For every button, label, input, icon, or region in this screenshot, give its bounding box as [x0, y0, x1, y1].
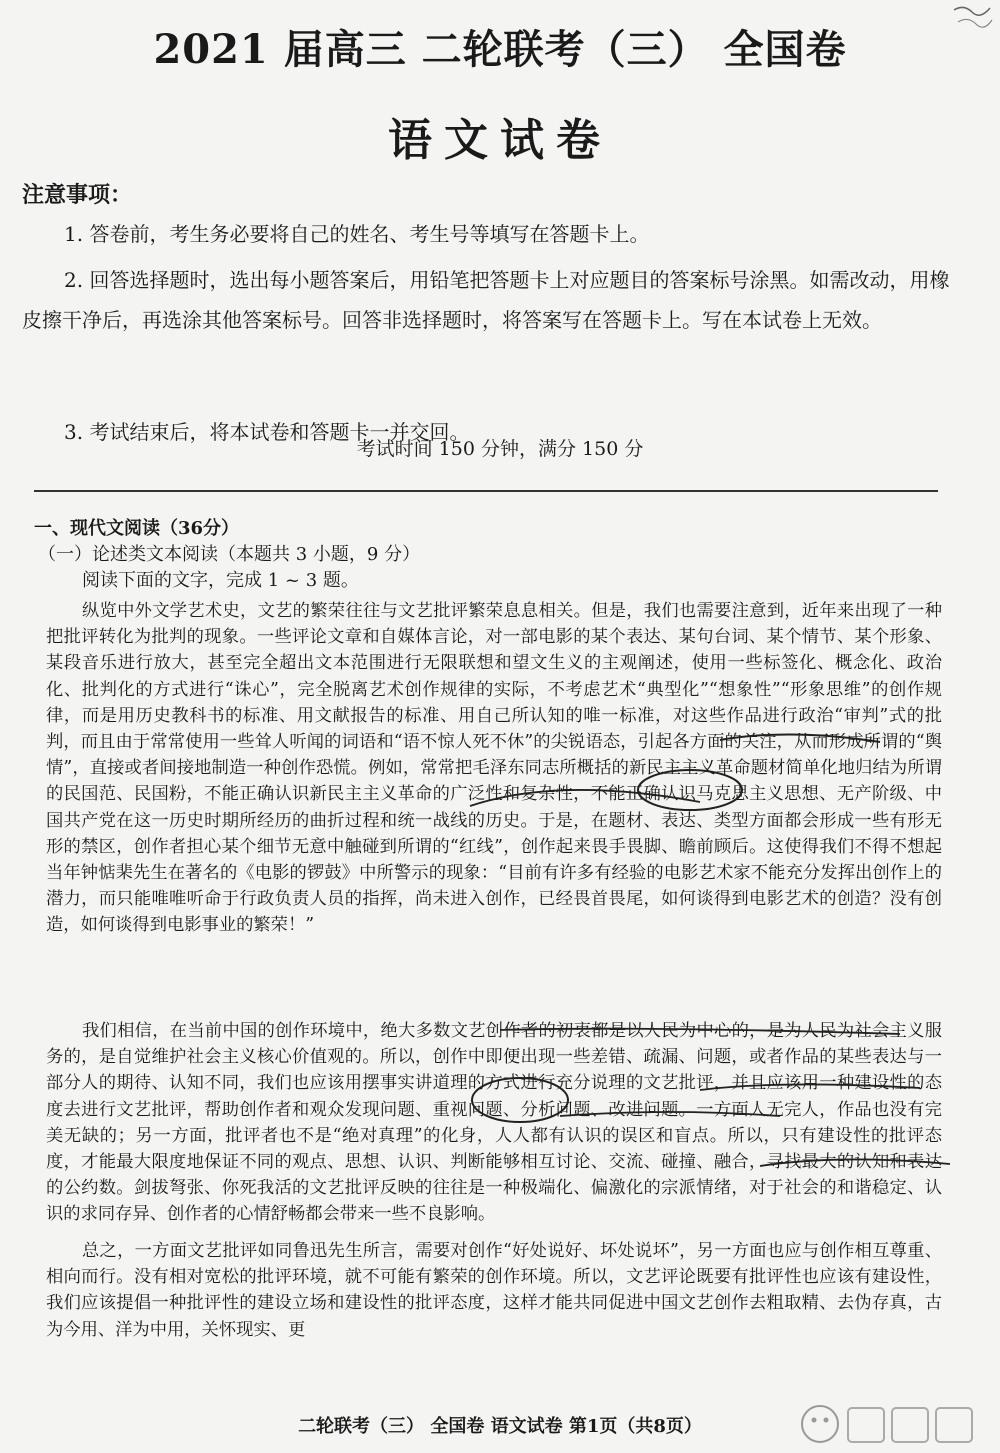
exam-title: 2021 届高三 二轮联考（三） 全国卷 [153, 26, 847, 73]
notice-item-1: 1. 答卷前，考生务必要将自己的姓名、考生号等填写在答题卡上。 [64, 222, 650, 246]
page-footer: 二轮联考（三） 全国卷 语文试卷 第1页（共8页） [298, 1416, 702, 1437]
notice-item-2: 2. 回答选择题时，选出每小题答案后，用铅笔把答题卡上对应题目的答案标号涂黑。如需改动，用橡皮擦干净后，再选涂其他答案标号。回答非选择题时，将答案写在答题卡上。写在本试卷上无效。 [22, 268, 950, 332]
exam-time: 考试时间 150 分钟，满分 150 分 [356, 438, 644, 460]
section-subtitle: （一）论述类文本阅读（本题共 3 小题，9 分） [38, 544, 421, 565]
section-instruction: 阅读下面的文字，完成 1 ~ 3 题。 [82, 570, 359, 591]
divider [34, 490, 938, 492]
wechat-logo-icon [792, 1398, 992, 1450]
notice-heading: 注意事项： [22, 182, 133, 208]
passage-paragraph-2: 我们相信，在当前中国的创作环境中，绝大多数文艺创作者的初衷都是以人民为中心的，是为人民为社会主义服务的，是自觉维护社会主义核心价值观的。所以，创作中即便出现一些差错、疏漏、问题，或者作品的某些表达与一部分人的期待、认知不同，我们也应该用摆事实讲道理的方式进行充分说理的文艺批评，并且应该用一种建设性的态度去进行文艺批评，帮助创作者和观众发现问题、重视问题、分析问题、改进问题。一方面人无完人，作品也没有完美无缺的；另一方面，批评者也不是“绝对真理”的化身，人人都有认识的误区和盲点。所以，只有建设性的批评态度，才能最大限度地保证不同的观点、思想、认识、判断能够相互讨论、交流、碰撞、融合，寻找最大的认知和表达的公约数。剑拔弩张、你死我活的文艺批评反映的往往是一种极端化、偏激化的宗派情绪，对于社会的和谐稳定、认识的求同存异、创作者的心情舒畅都会带来一些不良影响。 [46, 1021, 942, 1225]
section-title: 一、现代文阅读（36分） [34, 518, 240, 539]
passage-paragraph-1: 纵览中外文学艺术史，文艺的繁荣往往与文艺批评繁荣息息相关。但是，我们也需要注意到，近年来出现了一种把批评转化为批判的现象。一些评论文章和自媒体言论，对一部电影的某个表达、某句台词、某个情节、某个形象、某段音乐进行放大，甚至完全超出文本范围进行无限联想和望文生义的主观阐述，使用一些标签化、概念化、政治化、批判化的方式进行“诛心”，完全脱离艺术创作规律的实际，不考虑艺术“典型化”“想象性”“形象思维”的创作规律，而是用历史教科书的标准、用文献报告的标准、用自己所认知的唯一标准，对这些作品进行政治“审判”式的批判，而且由于常常使用一些耸人听闻的词语和“语不惊人死不休”的尖锐语态，引起各方面的关注，从而形成所谓的“舆情”，直接或者间接地制造一种创作恐慌。例如，常常把毛泽东同志所概括的新民主主义革命题材简单化地归结为所谓的民国范、民国粉，不能正确认识新民主主义革命的广泛性和复杂性，不能正确认识马克思主义思想、无产阶级、中国共产党在这一历史时期所经历的曲折过程和统一战线的历史。于是，在题材、表达、类型方面都会形成一些有形无形的禁区，创作者担心某个细节无意中触碰到所谓的“红线”，创作起来畏手畏脚、瞻前顾后。这使得我们不得不想起当年钟惦棐先生在著名的《电影的锣鼓》中所警示的现象：“目前有许多有经验的电影艺术家不能充分发挥出创作上的潜力，而只能唯唯听命于行政负责人员的指挥，尚未进入创作，已经畏首畏尾，如何谈得到电影艺术的创造？没有创造，如何谈得到电影事业的繁荣！” [46, 601, 942, 936]
subject-title: 语文试卷 [388, 115, 612, 166]
passage-paragraph-3: 总之，一方面文艺批评如同鲁迅先生所言，需要对创作“好处说好、坏处说坏”，另一方面也应与创作相互尊重、相向而行。没有相对宽松的批评环境，就不可能有繁荣的创作环境。所以，文艺评论既要有批评性也应该有建设性，我们应该提倡一种批评性的建设立场和建设性的批评态度，这样才能共同促进中国文艺创作去粗取精、去伪存真，古为今用、洋为中用，关怀现实、更 [46, 1241, 942, 1340]
notice-item-3: 3. 考试结束后，将本试卷和答题卡一并交回。 [64, 420, 470, 444]
